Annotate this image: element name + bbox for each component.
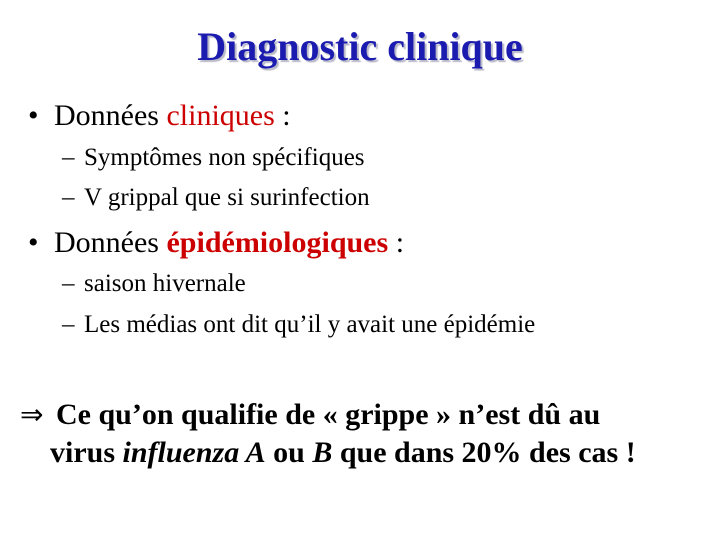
sub-item-text: Les médias ont dit qu’il y avait une épidémie [84,311,536,338]
sub-marker: – [62,184,75,211]
bullet-clinical-data [28,99,291,133]
conclusion [20,396,700,472]
conclusion-text-1: Ce qu’on qualifie de « grippe » n’est dû au [56,398,601,431]
bullet-marker: • [28,226,39,259]
bullet-prefix: Données [54,99,167,132]
sub-item-text: saison hivernale [84,270,246,297]
sub-marker: – [62,270,75,297]
sub-marker: – [62,311,75,338]
sub-item-symptoms [62,143,365,173]
bullet-prefix: Données [54,226,167,259]
bullet-epidemiological-data [28,226,404,260]
conclusion-text-virus: virus [50,436,123,469]
conclusion-line-2 [20,434,700,472]
bullet-suffix: : [388,226,405,259]
conclusion-text-or: ou [265,436,313,469]
sub-item-text: V grippal que si surinfection [84,184,370,211]
sub-item-superinfection [62,183,370,213]
bullet-highlight-epidemiologiques: épidémiologiques [166,226,389,259]
sub-marker: – [62,144,75,171]
bullet-suffix: : [274,99,291,132]
conclusion-line-1 [20,396,700,434]
conclusion-text-percent: que dans 20% des cas ! [332,436,636,469]
bullet-marker: • [28,99,39,132]
slide-title: Diagnostic clinique [197,24,523,69]
sub-item-winter-season [62,269,246,299]
implies-arrow-icon: ⇒ [20,398,44,431]
bullet-highlight-cliniques: cliniques [166,99,275,132]
conclusion-text-influenza: influenza A [122,436,266,469]
conclusion-text-b: B [312,436,333,469]
sub-item-media-epidemic [62,310,535,340]
sub-item-text: Symptômes non spécifiques [84,144,365,171]
